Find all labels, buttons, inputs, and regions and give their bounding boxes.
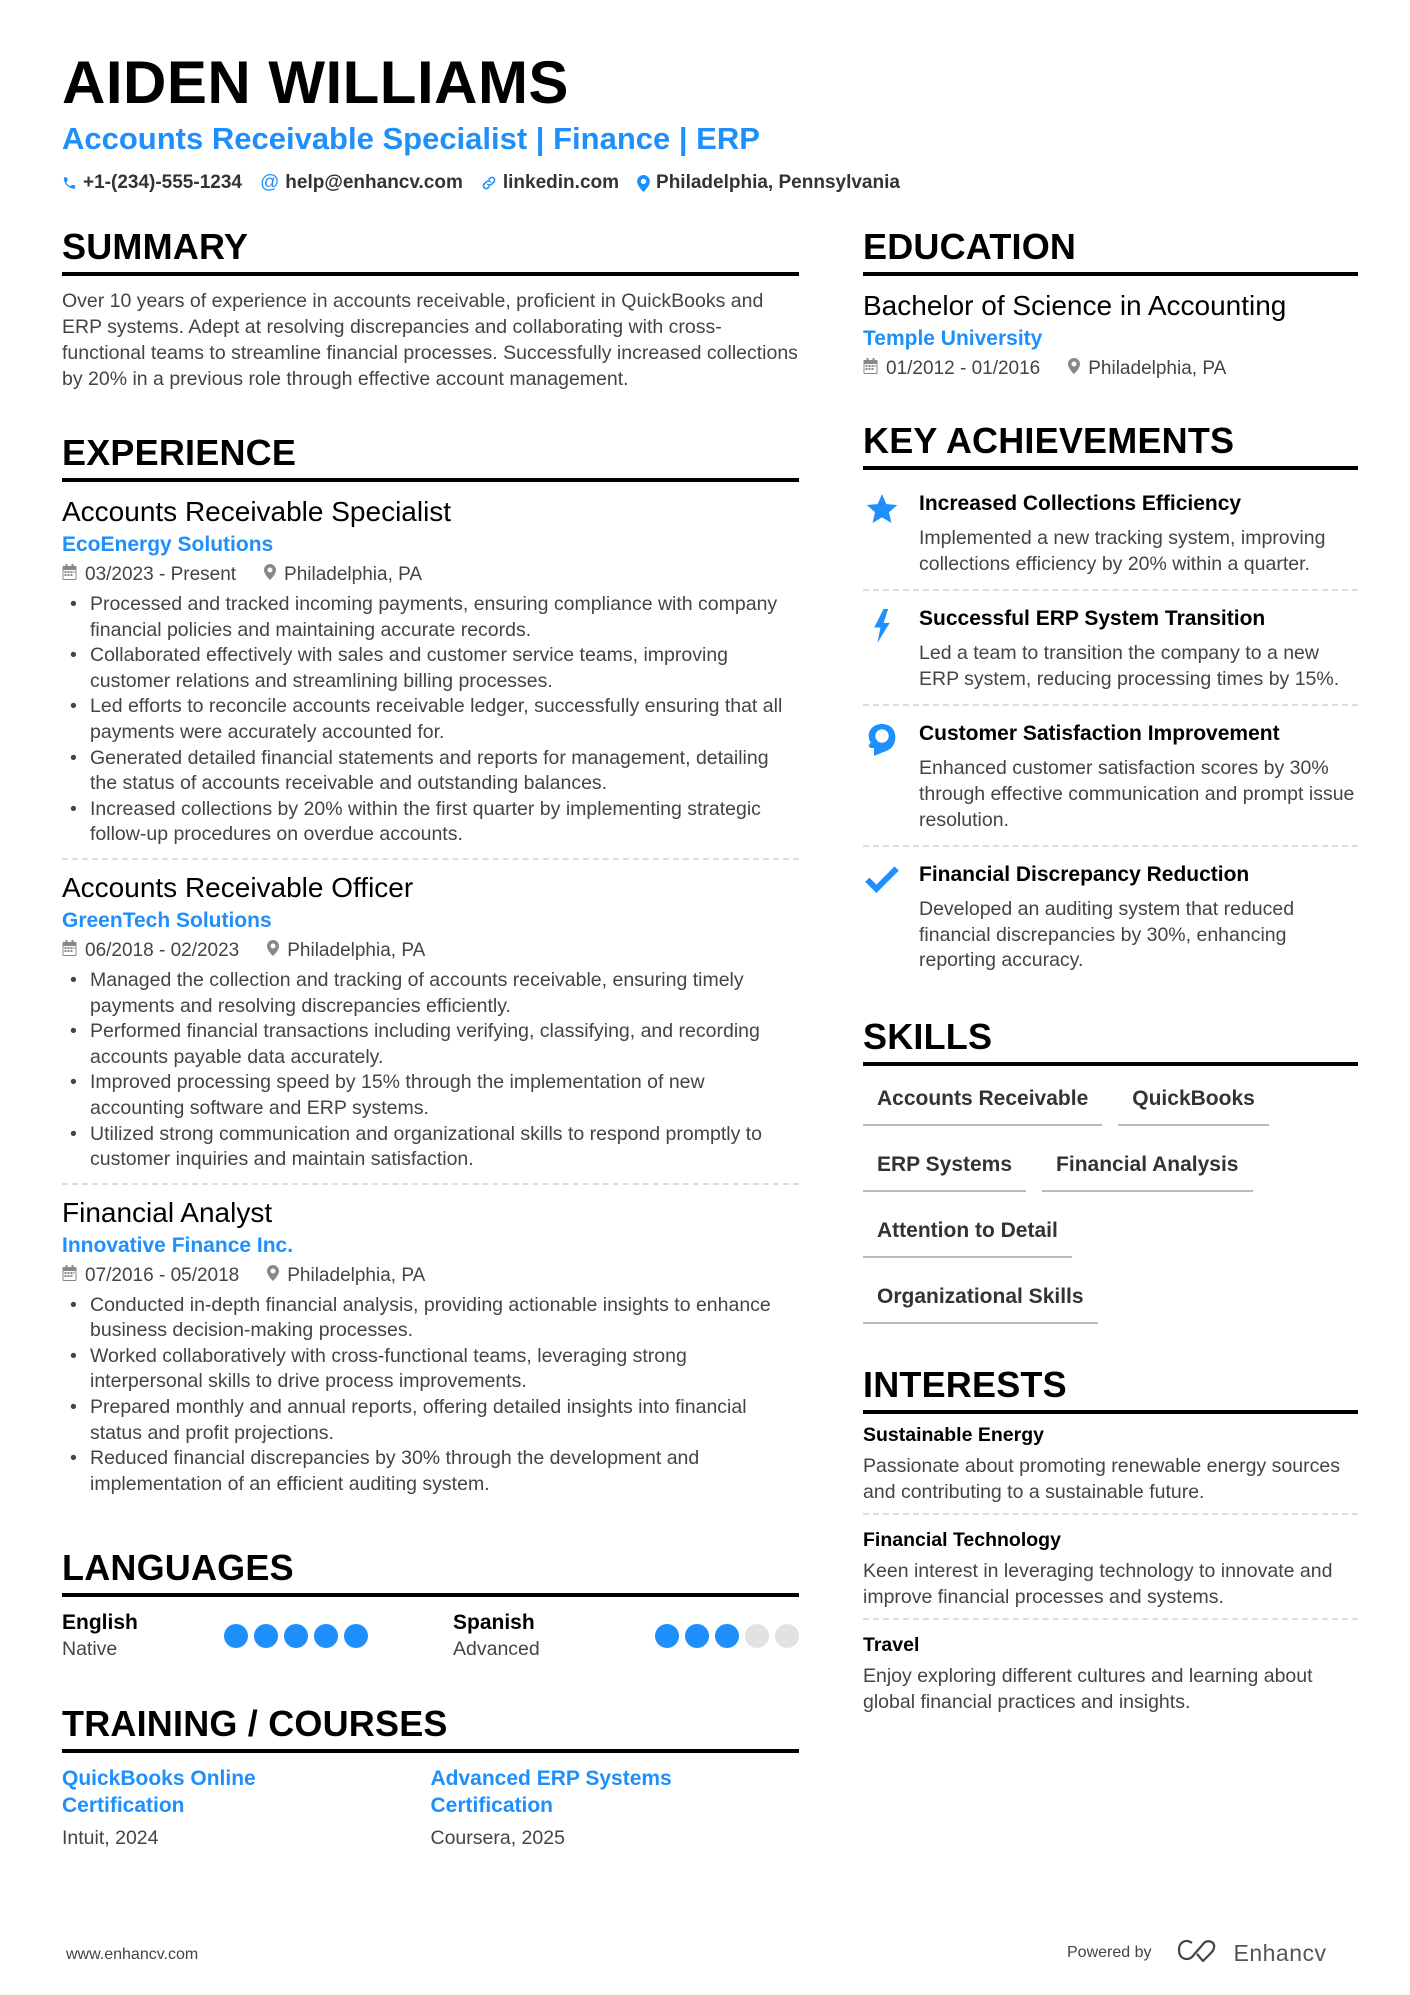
language-level: Advanced <box>453 1638 540 1661</box>
dot-empty <box>745 1624 769 1648</box>
course-provider: Intuit, 2024 <box>62 1827 159 1850</box>
experience-heading: EXPERIENCE <box>62 432 799 482</box>
achievement-desc: Led a team to transition the company to a new ERP system, reducing processing times by 15%. <box>919 642 1340 690</box>
experience-item <box>62 870 799 1185</box>
bullet: • Managed the collection and tracking of accounts receivable, ensuring timely payments and resolving discrepancies efficiently. <box>62 968 799 1019</box>
achievement-title: Customer Satisfaction Improvement <box>919 722 1280 746</box>
experience-section <box>62 432 799 1507</box>
course-provider: Coursera, 2025 <box>430 1827 565 1850</box>
education-location: Philadelphia, PA <box>1088 358 1227 379</box>
achievement-title: Increased Collections Efficiency <box>919 492 1242 515</box>
dot-filled <box>224 1624 248 1648</box>
head-icon <box>863 720 901 833</box>
dot-filled <box>685 1624 709 1648</box>
phone-icon <box>62 175 77 191</box>
education-section <box>863 226 1358 384</box>
bullet: • Performed financial transactions including verifying, classifying, and recording accounts payable data accurately. <box>62 1019 799 1070</box>
bullet: • Increased collections by 20% within the first quarter by implementing strategic follow-up procedures on overdue accounts. <box>62 797 799 848</box>
bullet: • Prepared monthly and annual reports, offering detailed insights into financial status and profit projections. <box>62 1395 799 1446</box>
checkmark-icon <box>863 861 901 974</box>
location-icon <box>637 175 650 192</box>
phone-text: +1-(234)-555-1234 <box>83 172 242 193</box>
experience-item <box>62 494 799 860</box>
bullet: • Conducted in-depth financial analysis, providing actionable insights to enhance business decision-making processes. <box>62 1293 799 1344</box>
job-location: Philadelphia, PA <box>287 939 426 961</box>
skill-tag: Attention to Detail <box>863 1210 1072 1258</box>
job-title: Accounts Receivable Officer <box>62 871 414 903</box>
skill-tag: ERP Systems <box>863 1144 1026 1192</box>
interest-item <box>863 1630 1358 1723</box>
summary-heading: SUMMARY <box>62 226 799 276</box>
achievement-item <box>863 712 1358 847</box>
contact-row <box>62 172 900 194</box>
job-location: Philadelphia, PA <box>287 1264 426 1286</box>
dot-filled <box>715 1624 739 1648</box>
location-icon <box>267 936 279 966</box>
course-item <box>62 1765 431 1852</box>
link-icon <box>481 175 497 191</box>
dot-filled <box>344 1624 368 1648</box>
school-name: Temple University <box>863 327 1043 350</box>
education-heading: EDUCATION <box>863 226 1358 276</box>
proficiency-dots <box>655 1624 799 1648</box>
location-text: Philadelphia, Pennsylvania <box>656 172 900 193</box>
achievements-section <box>863 420 1358 986</box>
contact-location <box>637 172 900 194</box>
footer-powered-by <box>1067 1938 1327 1968</box>
skills-heading: SKILLS <box>863 1016 1358 1066</box>
achievement-title: Successful ERP System Transition <box>919 607 1266 631</box>
bullet: • Collaborated effectively with sales and customer service teams, improving customer relations and streamlining billing processes. <box>62 643 799 694</box>
job-bullets <box>62 968 799 1173</box>
enhancv-logo[interactable] <box>1176 1938 1327 1968</box>
dot-filled <box>254 1624 278 1648</box>
location-icon <box>264 560 276 590</box>
bullet: • Reduced financial discrepancies by 30% through the development and implementation of an efficient auditing system. <box>62 1446 799 1497</box>
contact-phone[interactable] <box>62 172 242 194</box>
company-name: EcoEnergy Solutions <box>62 533 274 556</box>
interest-title: Travel <box>863 1634 920 1657</box>
job-title: Financial Analyst <box>62 1196 273 1228</box>
interest-item <box>863 1420 1358 1515</box>
bullet: • Improved processing speed by 15% through the implementation of new accounting software and ERP systems. <box>62 1070 799 1121</box>
language-name: English <box>62 1611 138 1635</box>
proficiency-dots <box>224 1624 368 1648</box>
enhancv-logo-icon <box>1176 1938 1222 1968</box>
bullet: • Led efforts to reconcile accounts receivable ledger, successfully ensuring that all payments were accurately accounted for. <box>62 694 799 745</box>
dot-empty <box>775 1624 799 1648</box>
interests-heading: INTERESTS <box>863 1364 1358 1414</box>
language-name: Spanish <box>453 1611 535 1635</box>
star-icon <box>863 490 901 577</box>
job-dates: 06/2018 - 02/2023 <box>85 939 240 961</box>
location-icon <box>1068 354 1080 384</box>
interests-section <box>863 1364 1358 1724</box>
contact-email[interactable] <box>260 172 463 194</box>
company-name: Innovative Finance Inc. <box>62 1233 294 1257</box>
contact-linkedin[interactable] <box>481 172 619 194</box>
left-column <box>62 226 799 1852</box>
job-meta <box>62 1261 799 1291</box>
course-item <box>431 1765 800 1852</box>
achievement-desc: Enhanced customer satisfaction scores by 30% through effective communication and prompt issue resolution. <box>919 757 1355 831</box>
training-section <box>62 1703 799 1852</box>
training-heading: TRAINING / COURSES <box>62 1703 799 1753</box>
experience-item <box>62 1195 799 1508</box>
at-icon: @ <box>259 172 280 193</box>
achievements-heading: KEY ACHIEVEMENTS <box>863 420 1358 470</box>
job-location: Philadelphia, PA <box>284 564 423 585</box>
job-meta <box>62 936 799 966</box>
degree: Bachelor of Science in Accounting <box>863 290 1287 321</box>
job-bullets <box>62 1293 799 1498</box>
achievement-item <box>863 482 1358 591</box>
lightning-icon <box>863 605 901 692</box>
summary-section <box>62 226 799 392</box>
location-icon <box>267 1261 279 1291</box>
achievement-desc: Developed an auditing system that reduced financial discrepancies by 30%, enhancing reporting accuracy. <box>919 898 1295 972</box>
company-name: GreenTech Solutions <box>62 908 272 932</box>
right-column <box>863 226 1358 1724</box>
skills-section <box>863 1016 1358 1324</box>
interest-title: Financial Technology <box>863 1529 1061 1552</box>
email-text: help@enhancv.com <box>285 172 463 193</box>
dot-filled <box>314 1624 338 1648</box>
calendar-icon <box>62 560 77 590</box>
achievement-desc: Implemented a new tracking system, improving collections efficiency by 20% within a quarter. <box>919 527 1326 575</box>
course-title: Advanced ERP Systems Certification <box>430 1767 672 1818</box>
achievement-item <box>863 853 1358 986</box>
bullet: • Worked collaboratively with cross-functional teams, leveraging strong interpersonal skills to drive process improvements. <box>62 1344 799 1395</box>
job-dates: 07/2016 - 05/2018 <box>85 1264 240 1286</box>
bullet: • Utilized strong communication and organizational skills to respond promptly to customer inquiries and maintain satisfaction. <box>62 1122 799 1173</box>
summary-text: Over 10 years of experience in accounts receivable, proficient in QuickBooks and ERP systems. Adept at resolving discrepancies and collaborating with cross-functional teams to streamline financial processes. Successfully increased collections by 20% in a previous role through effective account management. <box>62 290 798 390</box>
achievement-item <box>863 597 1358 706</box>
calendar-icon <box>863 354 878 384</box>
languages-section <box>62 1547 799 1663</box>
achievement-title: Financial Discrepancy Reduction <box>919 863 1250 887</box>
candidate-name: AIDEN WILLIAMS <box>62 49 569 116</box>
education-meta <box>863 354 1358 384</box>
skill-tag: QuickBooks <box>1118 1078 1269 1126</box>
candidate-title: Accounts Receivable Specialist | Finance | ERP <box>62 121 760 156</box>
languages-heading: LANGUAGES <box>62 1547 799 1597</box>
interest-desc: Enjoy exploring different cultures and learning about global financial practices and insights. <box>863 1665 1313 1713</box>
interest-desc: Passionate about promoting renewable energy sources and contributing to a sustainable future. <box>863 1454 1340 1503</box>
job-dates: 03/2023 - Present <box>85 564 237 585</box>
bullet: • Generated detailed financial statements and reports for management, detailing the status of accounts receivable and outstanding balances. <box>62 746 799 797</box>
bullet: • Processed and tracked incoming payments, ensuring compliance with company financial policies and maintaining accurate records. <box>62 592 799 643</box>
powered-by-label: Powered by <box>1067 1944 1152 1961</box>
language-level: Native <box>62 1638 118 1661</box>
language-item <box>62 1609 453 1663</box>
education-dates: 01/2012 - 01/2016 <box>886 358 1041 379</box>
interest-title: Sustainable Energy <box>863 1423 1044 1446</box>
dot-filled <box>655 1624 679 1648</box>
enhancv-brand-text: Enhancv <box>1233 1939 1327 1966</box>
dot-filled <box>284 1624 308 1648</box>
job-bullets <box>62 592 799 848</box>
language-item <box>453 1609 799 1663</box>
linkedin-text: linkedin.com <box>502 172 620 193</box>
footer-website-link[interactable]: www.enhancv.com <box>66 1946 199 1963</box>
calendar-icon <box>62 936 77 966</box>
skill-tag: Accounts Receivable <box>863 1078 1102 1126</box>
interest-item <box>863 1525 1358 1620</box>
job-title: Accounts Receivable Specialist <box>62 496 452 527</box>
calendar-icon <box>62 1261 77 1291</box>
skill-tag: Financial Analysis <box>1042 1144 1252 1192</box>
skill-tag: Organizational Skills <box>863 1276 1098 1324</box>
job-meta <box>62 560 799 590</box>
course-title: QuickBooks Online Certification <box>62 1767 256 1818</box>
interest-desc: Keen interest in leveraging technology to innovate and improve financial processes and systems. <box>863 1560 1333 1608</box>
